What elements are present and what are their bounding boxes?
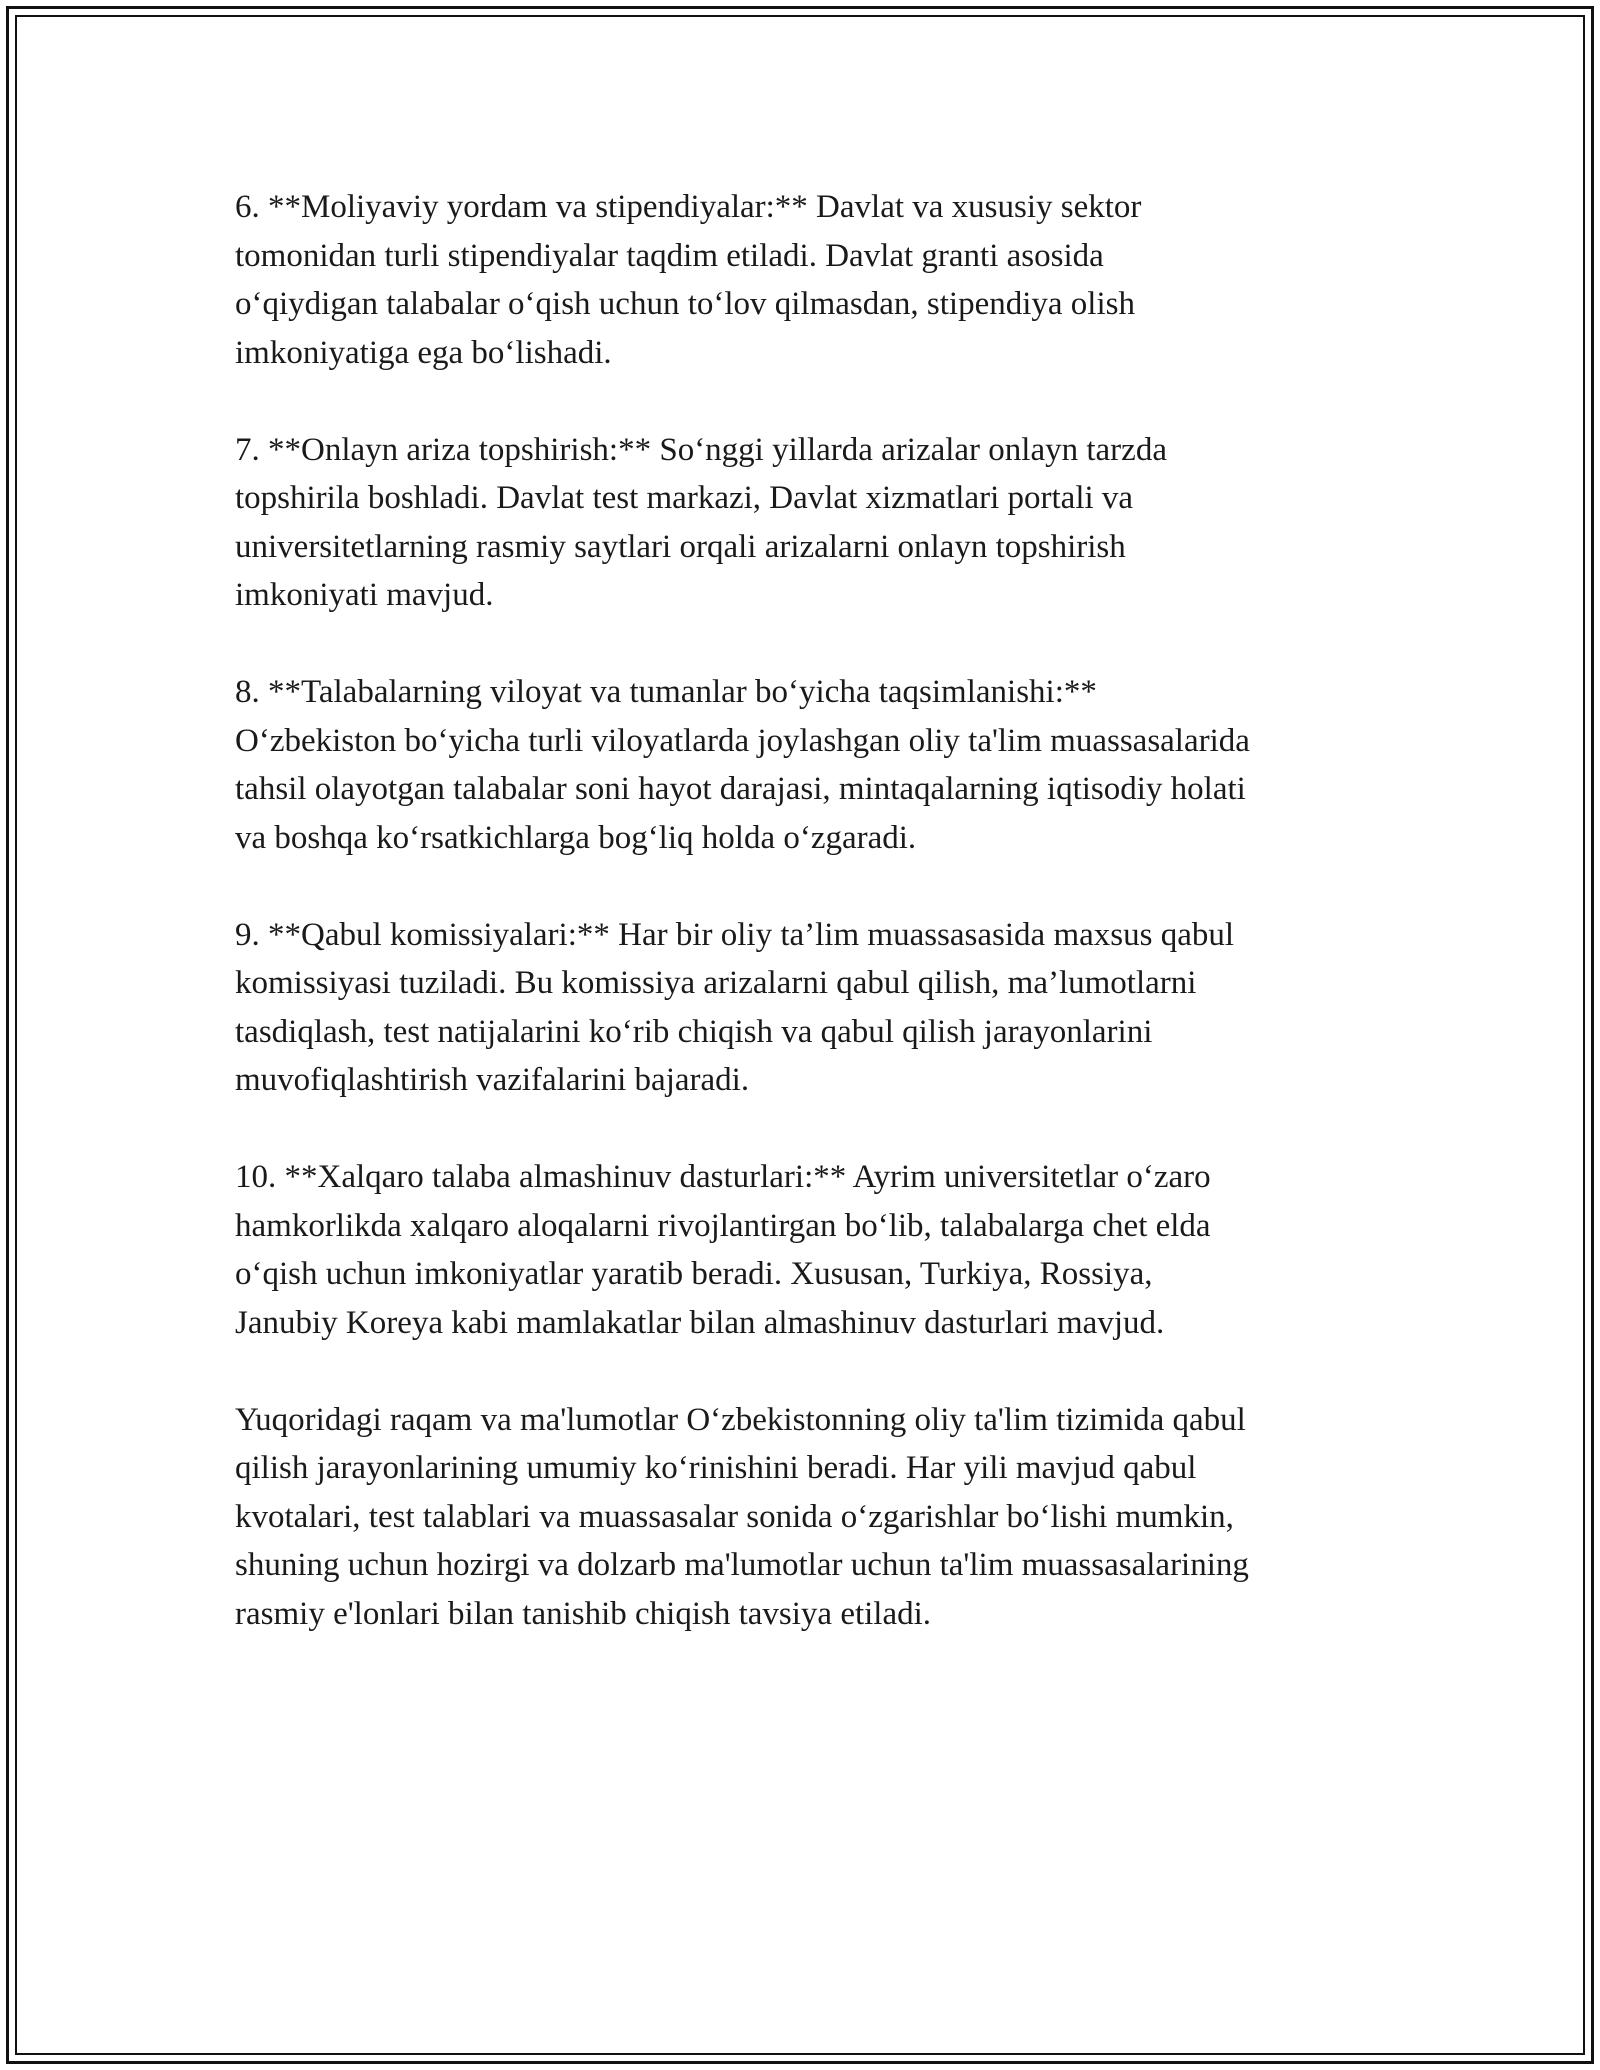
paragraph-online-application: 7. **Onlayn ariza topshirish:** So‘nggi yillarda arizalar onlayn tarzda topshirila boshladi. Davlat test markazi, Davlat xizmatlari portali va universitetlarning rasmiy saytlari orqali arizalarni onlayn topshirish imkoniyati mavjud. — [235, 431, 1167, 613]
paragraph-admission-committees: 9. **Qabul komissiyalari:** Har bir oliy ta’lim muassasasida maxsus qabul komissiyasi tuziladi. Bu komissiya arizalarni qabul qilish, ma’lumotlarni tasdiqlash, test natijalarini ko‘rib chiqish va qabul qilish jarayonlarini muvofiqlashtirish vazifalarini bajaradi. — [235, 916, 1235, 1098]
paragraph-regional-distribution: 8. **Talabalarning viloyat va tumanlar bo‘yicha taqsimlanishi:** O‘zbekiston bo‘yicha turli viloyatlarda joylashgan oliy ta'lim muassasalarida tahsil olayotgan talabalar soni hayot darajasi, mintaqalarning iqtisodiy holati va boshqa ko‘rsatkichlarga bog‘liq holda o‘zgaradi. — [235, 674, 1250, 856]
paragraph-conclusion: Yuqoridagi raqam va ma'lumotlar O‘zbekistonning oliy ta'lim tizimida qabul qilish jarayonlarining umumiy ko‘rinishini beradi. Har yili mavjud qabul kvotalari, test talablari va muassasalar sonida o‘zgarishlar bo‘lishi mumkin, shuning uchun hozirgi va dolzarb ma'lumotlar uchun ta'lim muassasalarining rasmiy e'lonlari bilan tanishib chiqish tavsiya etiladi. — [235, 1401, 1249, 1632]
paragraph-financial-aid: 6. **Moliyaviy yordam va stipendiyalar:** Davlat va xususiy sektor tomonidan turli stipendiyalar taqdim etiladi. Davlat granti asosida o‘qiydigan talabalar o‘qish uchun to‘lov qilmasdan, stipendiya olish imkoniyatiga ega bo‘lishadi. — [235, 189, 1142, 371]
paragraph-exchange-programs: 10. **Xalqaro talaba almashinuv dasturlari:** Ayrim universitetlar o‘zaro hamkorlikda xalqaro aloqalarni rivojlantirgan bo‘lib, talabalarga chet elda o‘qish uchun imkoniyatlar yaratib beradi. Xususan, Turkiya, Rossiya, Janubiy Koreya kabi mamlakatlar bilan almashinuv dasturlari mavjud. — [235, 1159, 1211, 1341]
document-body — [235, 183, 1385, 1687]
